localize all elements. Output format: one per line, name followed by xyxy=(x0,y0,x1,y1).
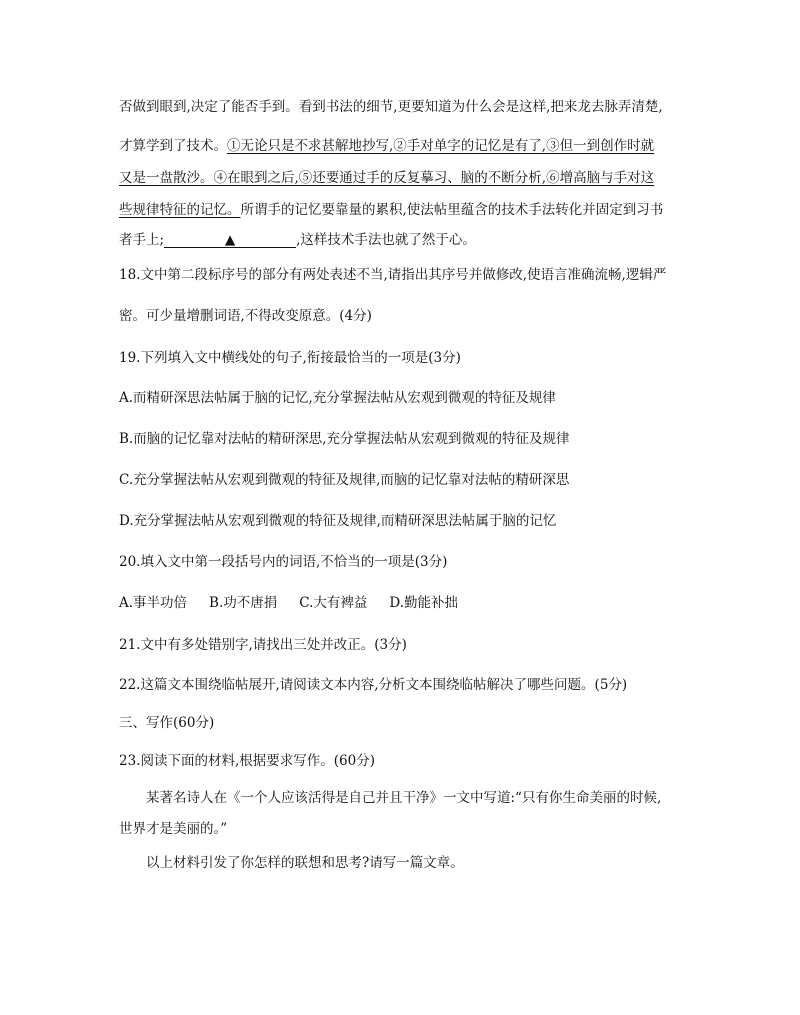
fill-in-blank: ▲ xyxy=(164,233,296,248)
passage-line-1: 否做到眼到,决定了能否手到。看到书法的细节,更要知道为什么会是这样,把来龙去脉弄清楚, xyxy=(119,99,663,115)
q22: 22.这篇文本围绕临帖展开,请阅读文本内容,分析文本围绕临帖解决了哪些问题。(5分) xyxy=(119,677,628,693)
q20-option-d: D.勤能补拙 xyxy=(389,595,459,611)
q23-material-line-1: 某著名诗人在《一个人应该活得是自己并且干净》一文中写道:“只有你生命美丽的时候, xyxy=(146,790,662,806)
q23-prompt: 以上材料引发了你怎样的联想和思考?请写一篇文章。 xyxy=(146,855,464,871)
passage-text: ,这样技术手法也就了然于心。 xyxy=(296,232,476,248)
underlined-sentence: ①无论只是不求甚解地抄写,②手对单字的记忆是有了,③但一到创作时就 xyxy=(227,138,655,154)
q19-option-c: C.充分掌握法帖从宏观到微观的特征及规律,而脑的记忆靠对法帖的精研深思 xyxy=(119,472,570,488)
q20-option-b: B.功不唐捐 xyxy=(209,595,278,611)
underlined-sentence: 又是一盘散沙。 xyxy=(119,170,214,186)
underlined-sentence: 些规律特征的记忆。 xyxy=(119,202,241,218)
q18-line-1: 18.文中第二段标序号的部分有两处表述不当,请指出其序号并做修改,使语言准确流畅,逻辑严 xyxy=(119,267,667,283)
q20-stem: 20.填入文中第一段括号内的词语,不恰当的一项是(3分) xyxy=(119,554,448,570)
q19-stem: 19.下列填入文中横线处的句子,衔接最恰当的一项是(3分) xyxy=(119,350,461,366)
q18-line-2: 密。可少量增删词语,不得改变原意。(4分) xyxy=(119,308,372,324)
passage-line-5 xyxy=(119,231,476,249)
q20-option-c: C.大有裨益 xyxy=(299,595,368,611)
passage-text: 才算学到了技术。 xyxy=(119,138,227,154)
q19-option-d: D.充分掌握法帖从宏观到微观的特征及规律,而精研深思法帖属于脑的记忆 xyxy=(119,513,557,529)
passage-line-3 xyxy=(119,169,654,187)
passage-line-4 xyxy=(119,201,663,219)
q19-option-b: B.而脑的记忆靠对法帖的精研深思,充分掌握法帖从宏观到微观的特征及规律 xyxy=(119,431,570,447)
q20-option-a: A.事半功倍 xyxy=(119,595,188,611)
section-heading: 三、写作(60分) xyxy=(119,715,215,731)
q20-options xyxy=(119,594,458,612)
q19-option-a: A.而精研深思法帖属于脑的记忆,充分掌握法帖从宏观到微观的特征及规律 xyxy=(119,390,556,406)
passage-text: 所谓手的记忆要靠量的累积,使法帖里蕴含的技术手法转化并固定到习书 xyxy=(240,202,664,218)
q21: 21.文中有多处错别字,请找出三处并改正。(3分) xyxy=(119,637,407,653)
passage-line-2 xyxy=(119,137,654,155)
q23-stem: 23.阅读下面的材料,根据要求写作。(60分) xyxy=(119,753,375,769)
q23-material-line-2: 世界才是美丽的。” xyxy=(119,821,228,837)
passage-text: 者手上; xyxy=(119,232,165,248)
underlined-sentence: ④在眼到之后,⑤还要通过手的反复摹习、脑的不断分析,⑥增高脑与手对这 xyxy=(213,170,655,186)
